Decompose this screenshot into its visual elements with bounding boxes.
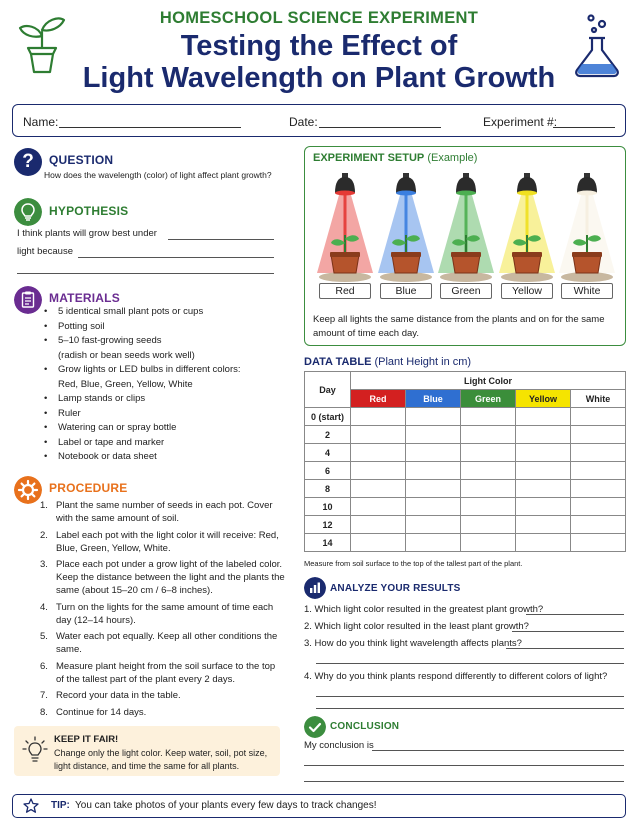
materials-item: • Lamp stands or clips <box>44 392 284 407</box>
gear-icon <box>14 476 42 504</box>
height-entry-cell[interactable] <box>461 426 516 444</box>
height-entry-cell[interactable] <box>516 462 571 480</box>
height-entry-cell[interactable] <box>406 408 461 426</box>
step-text: Label each pot with the light color it will receive: Red, Blue, Green, Yellow, White. <box>56 529 279 554</box>
step-text: Continue for 14 days. <box>56 706 147 718</box>
step-number: 7. <box>40 690 48 701</box>
materials-title: MATERIALS <box>49 291 120 305</box>
data-table-note: Measure from soil surface to the top of the tallest part of the plant. <box>304 559 523 568</box>
procedure-step <box>40 558 285 597</box>
lamp-bulb <box>456 191 476 196</box>
height-entry-cell[interactable] <box>461 516 516 534</box>
flower-pot <box>573 255 601 273</box>
height-entry-cell[interactable] <box>406 480 461 498</box>
height-entry-cell[interactable] <box>516 534 571 552</box>
answer-line-4b[interactable] <box>316 708 624 709</box>
hypothesis-line1: I think plants will grow best under <box>17 228 157 239</box>
day-cell: 4 <box>305 444 351 462</box>
date-field[interactable] <box>319 127 441 128</box>
height-entry-cell[interactable] <box>571 498 626 516</box>
page-header <box>0 0 638 100</box>
height-entry-cell[interactable] <box>516 408 571 426</box>
height-entry-cell[interactable] <box>351 408 406 426</box>
step-number: 3. <box>40 559 48 570</box>
setup-label-yellow: Yellow <box>501 283 553 299</box>
table-row <box>305 534 626 552</box>
step-text: Turn on the lights for the same amount of time each day (12–14 hours). <box>56 601 274 626</box>
answer-line-3[interactable] <box>506 648 624 649</box>
procedure-step <box>40 630 285 656</box>
table-row <box>305 426 626 444</box>
experiment-number-field[interactable] <box>553 127 615 128</box>
lamp-bulb <box>577 191 597 196</box>
flower-pot <box>331 255 359 273</box>
tip-text: You can take photos of your plants every few days to track changes! <box>75 800 377 811</box>
materials-item-note: Red, Blue, Green, Yellow, White <box>58 378 193 390</box>
conclusion-prompt: My conclusion is <box>304 740 374 751</box>
materials-item-continued <box>44 378 284 393</box>
procedure-list <box>40 499 285 722</box>
height-entry-cell[interactable] <box>461 498 516 516</box>
keep-it-fair-text: Change only the light color. Keep water, soil, pot size, light distance, and time the same for all plants. <box>54 748 268 771</box>
procedure-step <box>40 499 285 525</box>
setup-label-red: Red <box>319 283 371 299</box>
pot-rim <box>330 252 360 257</box>
height-entry-cell[interactable] <box>351 462 406 480</box>
tip-bar <box>12 794 626 818</box>
page-title-line1: Testing the Effect of <box>180 30 458 62</box>
step-text: Plant the same number of seeds in each pot. Cover with the same amount of soil. <box>56 500 273 524</box>
height-entry-cell[interactable] <box>406 534 461 552</box>
table-row <box>305 462 626 480</box>
name-bar <box>12 104 626 137</box>
experiment-number-label: Experiment #: <box>483 115 558 129</box>
materials-item: • 5–10 fast-growing seeds <box>44 334 284 349</box>
step-number: 2. <box>40 529 48 541</box>
day-cell: 0 (start) <box>305 408 351 426</box>
step-text: Measure plant height from the soil surface to the top of the tallest part of the plant every 2 days. <box>56 660 276 685</box>
materials-item: • Potting soil <box>44 320 284 335</box>
table-row <box>305 498 626 516</box>
page-title-line2: Light Wavelength on Plant Growth <box>82 62 556 94</box>
step-number: 5. <box>40 631 48 642</box>
setup-title-suffix: (Example) <box>427 152 478 164</box>
pot-rim <box>512 252 542 257</box>
step-number: 1. <box>40 500 48 511</box>
pot-rim <box>391 252 421 257</box>
height-entry-cell[interactable] <box>571 534 626 552</box>
setup-heading <box>313 152 477 164</box>
height-entry-cell[interactable] <box>406 462 461 480</box>
materials-item: • 5 identical small plant pots or cups <box>44 305 284 320</box>
plant-height-table <box>304 371 626 552</box>
conclusion-line-3[interactable] <box>304 781 624 782</box>
checkmark-icon <box>304 716 326 738</box>
page-kicker: HOMESCHOOL SCIENCE EXPERIMENT <box>159 9 479 27</box>
day-header: Day <box>305 372 351 408</box>
materials-item-continued <box>44 349 284 364</box>
height-entry-cell[interactable] <box>461 408 516 426</box>
answer-line-2[interactable] <box>512 631 624 632</box>
setup-title: EXPERIMENT SETUP <box>313 152 425 164</box>
step-number: 8. <box>40 706 48 718</box>
height-entry-cell[interactable] <box>461 534 516 552</box>
materials-item: • Grow lights or LED bulbs in different colors: <box>44 363 284 378</box>
light-color-header: Light Color <box>351 372 626 390</box>
conclusion-line-2[interactable] <box>304 765 624 766</box>
height-entry-cell[interactable] <box>351 480 406 498</box>
procedure-step <box>40 660 285 686</box>
keep-it-fair-box <box>14 726 280 776</box>
materials-list <box>44 305 284 465</box>
lamp-bulb <box>396 191 416 196</box>
conclusion-title: CONCLUSION <box>330 721 400 732</box>
pot-rim <box>572 252 602 257</box>
data-table-title: DATA TABLE <box>304 356 372 368</box>
height-entry-cell[interactable] <box>351 516 406 534</box>
flower-pot <box>452 255 480 273</box>
height-entry-cell[interactable] <box>571 480 626 498</box>
day-cell: 10 <box>305 498 351 516</box>
day-cell: 14 <box>305 534 351 552</box>
step-text: Water each pot equally. Keep all other conditions the same. <box>56 631 278 655</box>
analyze-title: ANALYZE YOUR RESULTS <box>330 583 461 594</box>
materials-item: • Label or tape and marker <box>44 436 284 451</box>
star-icon <box>23 798 39 814</box>
height-entry-cell[interactable] <box>516 498 571 516</box>
height-entry-cell[interactable] <box>461 444 516 462</box>
setup-label-blue: Blue <box>380 283 432 299</box>
color-column-header: Yellow <box>516 390 571 408</box>
day-cell: 12 <box>305 516 351 534</box>
materials-item-note: (radish or bean seeds work well) <box>58 349 195 361</box>
pot-rim <box>451 252 481 257</box>
height-entry-cell[interactable] <box>351 444 406 462</box>
height-entry-cell[interactable] <box>406 498 461 516</box>
procedure-step <box>40 601 285 627</box>
flower-pot <box>392 255 420 273</box>
step-number: 6. <box>40 660 48 672</box>
materials-item: • Ruler <box>44 407 284 422</box>
question-mark-icon: ? <box>14 148 42 176</box>
materials-item: • Notebook or data sheet <box>44 450 284 465</box>
step-text: Place each pot under a grow light of the labeled color. Keep the distance between the light and the plants the same (about 15–20 cm / 6–8 inches). <box>56 559 285 596</box>
height-entry-cell[interactable] <box>571 408 626 426</box>
analyze-question-2: 2. Which light color resulted in the least plant growth? <box>304 621 529 632</box>
table-row <box>305 408 626 426</box>
height-entry-cell[interactable] <box>516 444 571 462</box>
setup-label-green: Green <box>440 283 492 299</box>
height-entry-cell[interactable] <box>571 444 626 462</box>
lamp-bulb <box>517 191 537 196</box>
height-entry-cell[interactable] <box>461 480 516 498</box>
height-entry-cell[interactable] <box>406 444 461 462</box>
hypothesis-blank-reason[interactable] <box>78 257 274 258</box>
color-column-header: White <box>571 390 626 408</box>
flower-pot <box>513 255 541 273</box>
lightbulb-icon <box>14 198 42 226</box>
height-entry-cell[interactable] <box>571 462 626 480</box>
keep-it-fair-title: KEEP IT FAIR! <box>54 734 119 745</box>
grow-lights-illustration <box>305 173 624 299</box>
hypothesis-blank-color[interactable] <box>168 239 274 240</box>
analyze-question-3: 3. How do you think light wavelength affects plants? <box>304 638 522 649</box>
question-text: How does the wavelength (color) of light affect plant growth? <box>44 170 272 180</box>
height-entry-cell[interactable] <box>571 426 626 444</box>
lightbulb-idea-icon <box>22 735 48 765</box>
procedure-step <box>40 529 285 555</box>
name-label: Name: <box>23 115 59 129</box>
setup-label-white: White <box>561 283 613 299</box>
flask-icon <box>572 12 622 78</box>
experiment-setup-box <box>304 146 626 346</box>
height-entry-cell[interactable] <box>406 426 461 444</box>
height-entry-cell[interactable] <box>461 462 516 480</box>
answer-line-4[interactable] <box>316 696 624 697</box>
conclusion-line-1[interactable] <box>372 750 624 751</box>
table-row <box>305 444 626 462</box>
height-entry-cell[interactable] <box>406 516 461 534</box>
procedure-title: PROCEDURE <box>49 481 128 495</box>
height-entry-cell[interactable] <box>351 534 406 552</box>
analyze-question-1: 1. Which light color resulted in the greatest plant growth? <box>304 604 544 615</box>
height-entry-cell[interactable] <box>516 480 571 498</box>
data-table-body <box>305 408 626 552</box>
answer-line-3b[interactable] <box>316 663 624 664</box>
height-entry-cell[interactable] <box>516 516 571 534</box>
data-table-title-suffix: (Plant Height in cm) <box>374 356 472 368</box>
analyze-question-4: 4. Why do you think plants respond differently to different colors of light? <box>304 671 608 682</box>
day-cell: 6 <box>305 462 351 480</box>
hypothesis-blank-reason-2[interactable] <box>17 273 274 274</box>
color-column-header: Red <box>351 390 406 408</box>
setup-caption: Keep all lights the same distance from the plants and on for the same amount of time each day. <box>313 314 605 339</box>
color-header-row <box>305 390 626 408</box>
table-row <box>305 516 626 534</box>
color-column-header: Blue <box>406 390 461 408</box>
day-cell: 2 <box>305 426 351 444</box>
height-entry-cell[interactable] <box>351 426 406 444</box>
date-label: Date: <box>289 115 318 129</box>
hypothesis-line2: light because <box>17 246 73 257</box>
procedure-step <box>40 706 285 719</box>
height-entry-cell[interactable] <box>516 426 571 444</box>
bar-chart-icon <box>304 577 326 599</box>
clipboard-icon <box>14 286 42 314</box>
name-field[interactable] <box>59 127 241 128</box>
height-entry-cell[interactable] <box>571 516 626 534</box>
hypothesis-title: HYPOTHESIS <box>49 204 129 218</box>
day-cell: 8 <box>305 480 351 498</box>
step-number: 4. <box>40 601 48 613</box>
data-table-heading <box>304 356 471 368</box>
procedure-step <box>40 689 285 702</box>
question-title: QUESTION <box>49 153 114 167</box>
materials-item: • Watering can or spray bottle <box>44 421 284 436</box>
table-row <box>305 480 626 498</box>
tip-label: TIP: <box>51 800 70 811</box>
answer-line-1[interactable] <box>526 614 624 615</box>
color-column-header: Green <box>461 390 516 408</box>
step-text: Record your data in the table. <box>56 690 181 701</box>
height-entry-cell[interactable] <box>351 498 406 516</box>
lamp-bulb <box>335 191 355 196</box>
